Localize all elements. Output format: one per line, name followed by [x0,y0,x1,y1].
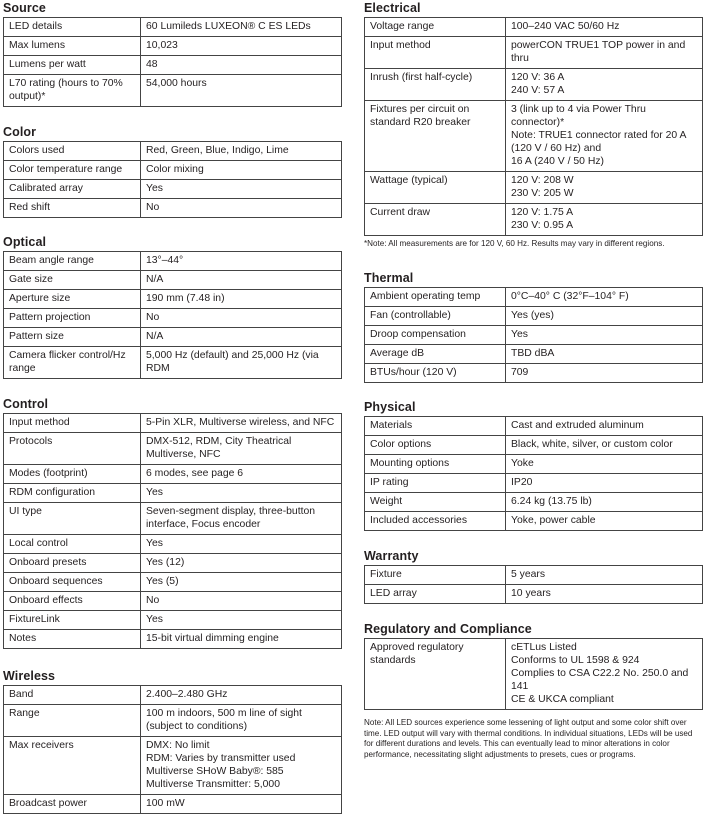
table-row [4,484,342,503]
table-row [4,199,342,218]
spec-value: Yes [506,326,703,345]
spec-table-control [3,413,342,649]
section-title: Wireless [3,669,56,683]
table-row [4,535,342,554]
spec-value: Yes (yes) [506,307,703,326]
table-row [4,433,342,465]
table-row [365,101,703,172]
table-row [365,474,703,493]
spec-label: Voltage range [365,18,506,37]
spec-label: Materials [365,417,506,436]
section-thermal [364,270,703,383]
spec-value: Yes [141,611,342,630]
table-row [365,345,703,364]
spec-value: Black, white, silver, or custom color [506,436,703,455]
table-row [4,465,342,484]
table-row [365,288,703,307]
table-row [365,436,703,455]
spec-value: No [141,309,342,328]
table-row [4,142,342,161]
spec-value: Yes [141,535,342,554]
spec-table-color [3,141,342,218]
spec-label: Aperture size [4,290,141,309]
table-row [365,364,703,383]
spec-table-warranty [364,565,703,604]
table-row [4,414,342,433]
table-row [4,503,342,535]
spec-value: 120 V: 36 A 240 V: 57 A [506,69,703,101]
table-row [365,204,703,236]
spec-label: Lumens per watt [4,56,141,75]
spec-label: Onboard presets [4,554,141,573]
section-control [3,396,342,649]
spec-table-physical [364,416,703,531]
spec-label: Ambient operating temp [365,288,506,307]
section-physical [364,399,703,531]
spec-value: DMX-512, RDM, City Theatrical Multiverse, NFC [141,433,342,465]
spec-label: IP rating [365,474,506,493]
section-title: Warranty [364,549,419,563]
spec-label: Local control [4,535,141,554]
spec-value: No [141,592,342,611]
spec-label: Max receivers [4,737,141,795]
spec-label: Broadcast power [4,795,141,814]
spec-label: Modes (footprint) [4,465,141,484]
spec-value: IP20 [506,474,703,493]
spec-table-electrical [364,17,703,236]
spec-label: Fan (controllable) [365,307,506,326]
spec-value: Yes [141,180,342,199]
spec-label: Approved regulatory standards [365,639,506,710]
table-row [4,18,342,37]
spec-value: 709 [506,364,703,383]
table-row [4,611,342,630]
spec-value: Yes (12) [141,554,342,573]
table-row [4,75,342,107]
spec-label: Protocols [4,433,141,465]
spec-label: Camera flicker control/Hz range [4,347,141,379]
table-row [4,271,342,290]
table-row [4,328,342,347]
table-row [365,172,703,204]
spec-label: Onboard effects [4,592,141,611]
section-title: Electrical [364,1,421,15]
spec-value: Yes (5) [141,573,342,592]
section-regulatory-and-compliance [364,621,703,760]
spec-label: Pattern projection [4,309,141,328]
spec-value: 2.400–2.480 GHz [141,686,342,705]
spec-label: Inrush (first half-cycle) [365,69,506,101]
section-title: Optical [3,235,47,249]
table-row [365,37,703,69]
spec-label: Onboard sequences [4,573,141,592]
table-row [365,639,703,710]
spec-label: Gate size [4,271,141,290]
spec-value: 13°–44° [141,252,342,271]
spec-table-wireless [3,685,342,814]
spec-value: 6 modes, see page 6 [141,465,342,484]
spec-value: 10 years [506,585,703,604]
section-title: Control [3,397,49,411]
spec-value: Yoke, power cable [506,512,703,531]
table-row [4,573,342,592]
section-title: Regulatory and Compliance [364,622,532,636]
spec-label: Notes [4,630,141,649]
table-row [365,493,703,512]
table-row [4,705,342,737]
section-warranty [364,548,703,604]
spec-label: Calibrated array [4,180,141,199]
footnote: *Note: All measurements are for 120 V, 60 Hz. Results may vary in different regions. [364,239,665,248]
table-row [4,180,342,199]
spec-value: 3 (link up to 4 via Power Thru connector)* Note: TRUE1 connector rated for 20 A (120 V / 60 Hz) and 16 A (240 V / 50 Hz) [506,101,703,172]
spec-table-source [3,17,342,107]
section-title: Color [3,125,37,139]
spec-value: 5,000 Hz (default) and 25,000 Hz (via RDM [141,347,342,379]
spec-value: 54,000 hours [141,75,342,107]
table-row [4,592,342,611]
spec-label: L70 rating (hours to 70% output)* [4,75,141,107]
table-row [365,417,703,436]
spec-label: Mounting options [365,455,506,474]
spec-value: N/A [141,328,342,347]
spec-label: Droop compensation [365,326,506,345]
spec-value: Yoke [506,455,703,474]
spec-value: TBD dBA [506,345,703,364]
section-title: Source [3,1,46,15]
spec-value: DMX: No limit RDM: Varies by transmitter used Multiverse SHoW Baby®: 585 Multiverse Transmitter: 5,000 [141,737,342,795]
spec-label: Fixture [365,566,506,585]
spec-value: 6.24 kg (13.75 lb) [506,493,703,512]
table-row [4,37,342,56]
spec-label: Fixtures per circuit on standard R20 breaker [365,101,506,172]
spec-label: Range [4,705,141,737]
spec-table-optical [3,251,342,379]
section-color [3,124,342,218]
spec-label: LED details [4,18,141,37]
spec-value: 60 Lumileds LUXEON® C ES LEDs [141,18,342,37]
table-row [4,737,342,795]
section-title: Thermal [364,271,414,285]
spec-label: Red shift [4,199,141,218]
spec-label: Pattern size [4,328,141,347]
spec-value: 100 m indoors, 500 m line of sight (subject to conditions) [141,705,342,737]
spec-value: 190 mm (7.48 in) [141,290,342,309]
spec-label: LED array [365,585,506,604]
spec-value: Red, Green, Blue, Indigo, Lime [141,142,342,161]
table-row [365,566,703,585]
table-row [4,252,342,271]
spec-value: 100 mW [141,795,342,814]
table-row [4,630,342,649]
table-row [4,347,342,379]
spec-value: 120 V: 1.75 A 230 V: 0.95 A [506,204,703,236]
table-row [4,554,342,573]
section-optical [3,234,342,379]
spec-label: UI type [4,503,141,535]
spec-label: Color temperature range [4,161,141,180]
table-row [4,161,342,180]
spec-value: Cast and extruded aluminum [506,417,703,436]
table-row [4,795,342,814]
section-source [3,0,342,107]
spec-value: 5-Pin XLR, Multiverse wireless, and NFC [141,414,342,433]
spec-label: RDM configuration [4,484,141,503]
spec-value: N/A [141,271,342,290]
spec-value: 120 V: 208 W 230 V: 205 W [506,172,703,204]
spec-value: 5 years [506,566,703,585]
spec-value: Color mixing [141,161,342,180]
spec-value: 10,023 [141,37,342,56]
spec-label: BTUs/hour (120 V) [365,364,506,383]
spec-label: Included accessories [365,512,506,531]
table-row [365,455,703,474]
spec-label: FixtureLink [4,611,141,630]
section-title: Physical [364,400,416,414]
spec-label: Current draw [365,204,506,236]
spec-value: powerCON TRUE1 TOP power in and thru [506,37,703,69]
table-row [365,69,703,101]
table-row [365,18,703,37]
section-wireless [3,668,342,814]
spec-label: Average dB [365,345,506,364]
spec-value: 15-bit virtual dimming engine [141,630,342,649]
spec-value: Seven-segment display, three-button interface, Focus encoder [141,503,342,535]
spec-value: 0°C–40° C (32°F–104° F) [506,288,703,307]
table-row [4,290,342,309]
spec-label: Beam angle range [4,252,141,271]
footnote: Note: All LED sources experience some lessening of light output and some color shift over time. LED output will vary with thermal conditions. In individual situations, LEDs will be used for different durations and levels. This can eventually lead to minor alterations in color performance, necessitating slight adjustments to presets, cues or programs. [364,718,693,759]
spec-label: Input method [365,37,506,69]
table-row [4,309,342,328]
spec-label: Weight [365,493,506,512]
spec-value: 100–240 VAC 50/60 Hz [506,18,703,37]
table-row [4,56,342,75]
spec-label: Colors used [4,142,141,161]
spec-table-regulatory-and-compliance [364,638,703,710]
spec-value: cETLus Listed Conforms to UL 1598 & 924 Complies to CSA C22.2 No. 250.0 and 141 CE & UKCA compliant [506,639,703,710]
spec-value: No [141,199,342,218]
table-row [365,585,703,604]
spec-table-thermal [364,287,703,383]
table-row [365,307,703,326]
spec-label: Input method [4,414,141,433]
spec-label: Color options [365,436,506,455]
spec-value: Yes [141,484,342,503]
table-row [4,686,342,705]
spec-label: Band [4,686,141,705]
spec-value: 48 [141,56,342,75]
table-row [365,326,703,345]
table-row [365,512,703,531]
section-electrical [364,0,703,250]
spec-label: Wattage (typical) [365,172,506,204]
spec-label: Max lumens [4,37,141,56]
